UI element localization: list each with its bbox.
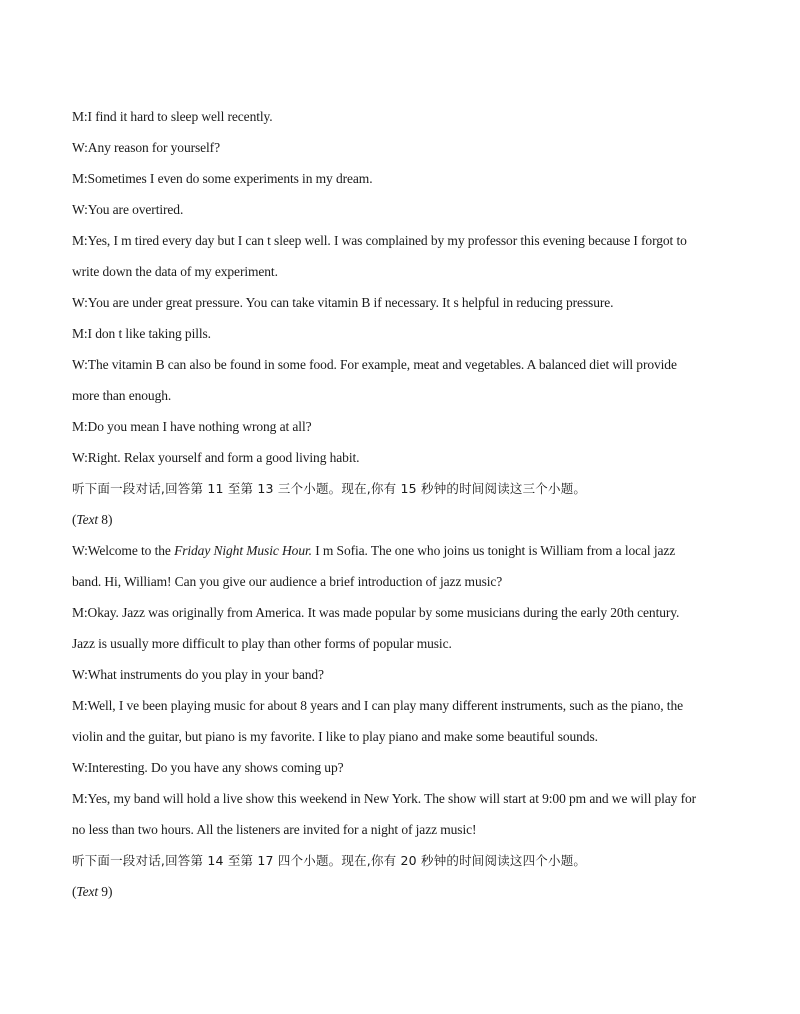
dialogue-line: W:Interesting. Do you have any shows coming up? — [72, 760, 344, 775]
dialogue-line: W:You are overtired. — [72, 202, 184, 217]
dialogue-line: M:I don t like taking pills. — [72, 326, 211, 341]
dialogue-line: violin and the guitar, but piano is my favorite. I like to play piano and make some beautiful sounds. — [72, 729, 598, 744]
section-label-text: Text — [76, 884, 99, 899]
dialogue-fragment: I m Sofia. The one who joins us tonight is William from a local jazz — [311, 543, 676, 558]
instruction-text: 听下面一段对话,回答第 14 至第 17 四个小题。现在,你有 20 秒钟的时间阅读这四个小题。 — [72, 853, 587, 868]
dialogue-line: M:Well, I ve been playing music for about 8 years and I can play many different instruments, such as the piano, the — [72, 698, 683, 713]
dialogue-line: W:What instruments do you play in your band? — [72, 667, 324, 682]
dialogue-line: Jazz is usually more difficult to play than other forms of popular music. — [72, 636, 452, 651]
dialogue-line: band. Hi, William! Can you give our audience a brief introduction of jazz music? — [72, 574, 503, 589]
section-label-open: ( — [72, 512, 77, 527]
dialogue-line: more than enough. — [72, 388, 172, 403]
section-label-number: 9) — [98, 884, 113, 899]
document-page — [72, 101, 734, 907]
dialogue-line: M:I find it hard to sleep well recently. — [72, 109, 273, 124]
section-label-text: Text — [76, 512, 99, 527]
dialogue-line: M:Yes, my band will hold a live show this weekend in New York. The show will start at 9:00 pm and we will play for — [72, 791, 697, 806]
section-label-open: ( — [72, 884, 77, 899]
dialogue-line: M:Yes, I m tired every day but I can t sleep well. I was complained by my professor this evening because I forgot to — [72, 233, 687, 248]
section-label — [72, 876, 734, 907]
dialogue-line: write down the data of my experiment. — [72, 264, 278, 279]
dialogue-fragment: W:Welcome to the — [72, 543, 175, 558]
dialogue-line: W:Any reason for yourself? — [72, 140, 220, 155]
section-label-number: 8) — [98, 512, 113, 527]
section-label — [72, 504, 734, 535]
dialogue-line: M:Sometimes I even do some experiments in my dream. — [72, 171, 373, 186]
dialogue-line: M:Do you mean I have nothing wrong at all? — [72, 419, 312, 434]
dialogue-line: no less than two hours. All the listeners are invited for a night of jazz music! — [72, 822, 477, 837]
dialogue-line — [72, 535, 734, 566]
dialogue-line: W:Right. Relax yourself and form a good living habit. — [72, 450, 360, 465]
show-title: Friday Night Music Hour. — [174, 543, 312, 558]
instruction-text: 听下面一段对话,回答第 11 至第 13 三个小题。现在,你有 15 秒钟的时间阅读这三个小题。 — [72, 481, 587, 496]
dialogue-line: M:Okay. Jazz was originally from America. It was made popular by some musicians during the early 20th century. — [72, 605, 680, 620]
dialogue-line: W:The vitamin B can also be found in some food. For example, meat and vegetables. A balanced diet will provide — [72, 357, 677, 372]
dialogue-line: W:You are under great pressure. You can take vitamin B if necessary. It s helpful in reducing pressure. — [72, 295, 614, 310]
